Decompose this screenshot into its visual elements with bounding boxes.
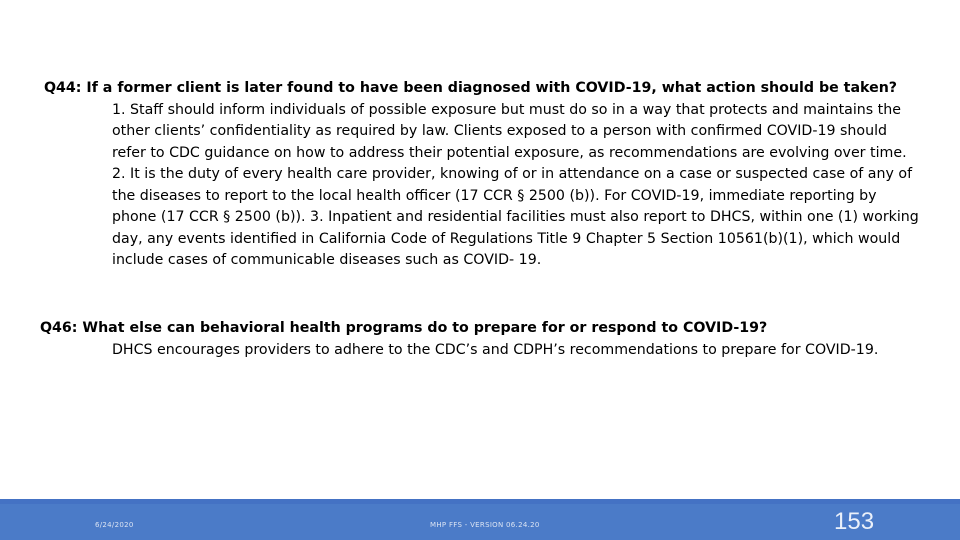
page-number: 153 [834,508,875,535]
answer-paragraph: 2. It is the duty of every health care provider, knowing of or in attendance on a case or suspected case of any of the diseases to report to the local health officer (17 CCR § 2500 (b)). For COVID-19, immediate reporting by phone (17 CCR § 2500 (b)). 3. Inpatient and residential facilities must also report to DHCS, within one (1) working day, any events identified in California Code of Regulations Title 9 Chapter 5 Section 10561(b)(1), which would include cases of communicable diseases such as COVID- 19. [112,166,919,268]
footer-bar [0,504,960,540]
question-q44: Q44: If a former client is later found to have been diagnosed with COVID-19, what action should be taken? [44,80,898,96]
qa-block-q44 [44,78,934,272]
footer-version: MHP FFS - VERSION 06.24.20 [430,521,540,529]
question-q46: Q46: What else can behavioral health programs do to prepare for or respond to COVID-19? [40,320,768,336]
footer-date: 6/24/2020 [95,521,134,529]
answer-paragraph: DHCS encourages providers to adhere to the CDC’s and CDPH’s recommendations to prepare for COVID-19. [112,341,879,358]
answer-paragraph: 1. Staff should inform individuals of possible exposure but must do so in a way that protects and maintains the other clients’ confidentiality as required by law. Clients exposed to a person with confirmed COVID-19 should refer to CDC guidance on how to address their potential exposure, as recommendations are evolving over time. [112,101,907,161]
answer-q46 [112,340,924,362]
qa-block-q46 [40,318,930,361]
answer-q44 [112,100,924,272]
